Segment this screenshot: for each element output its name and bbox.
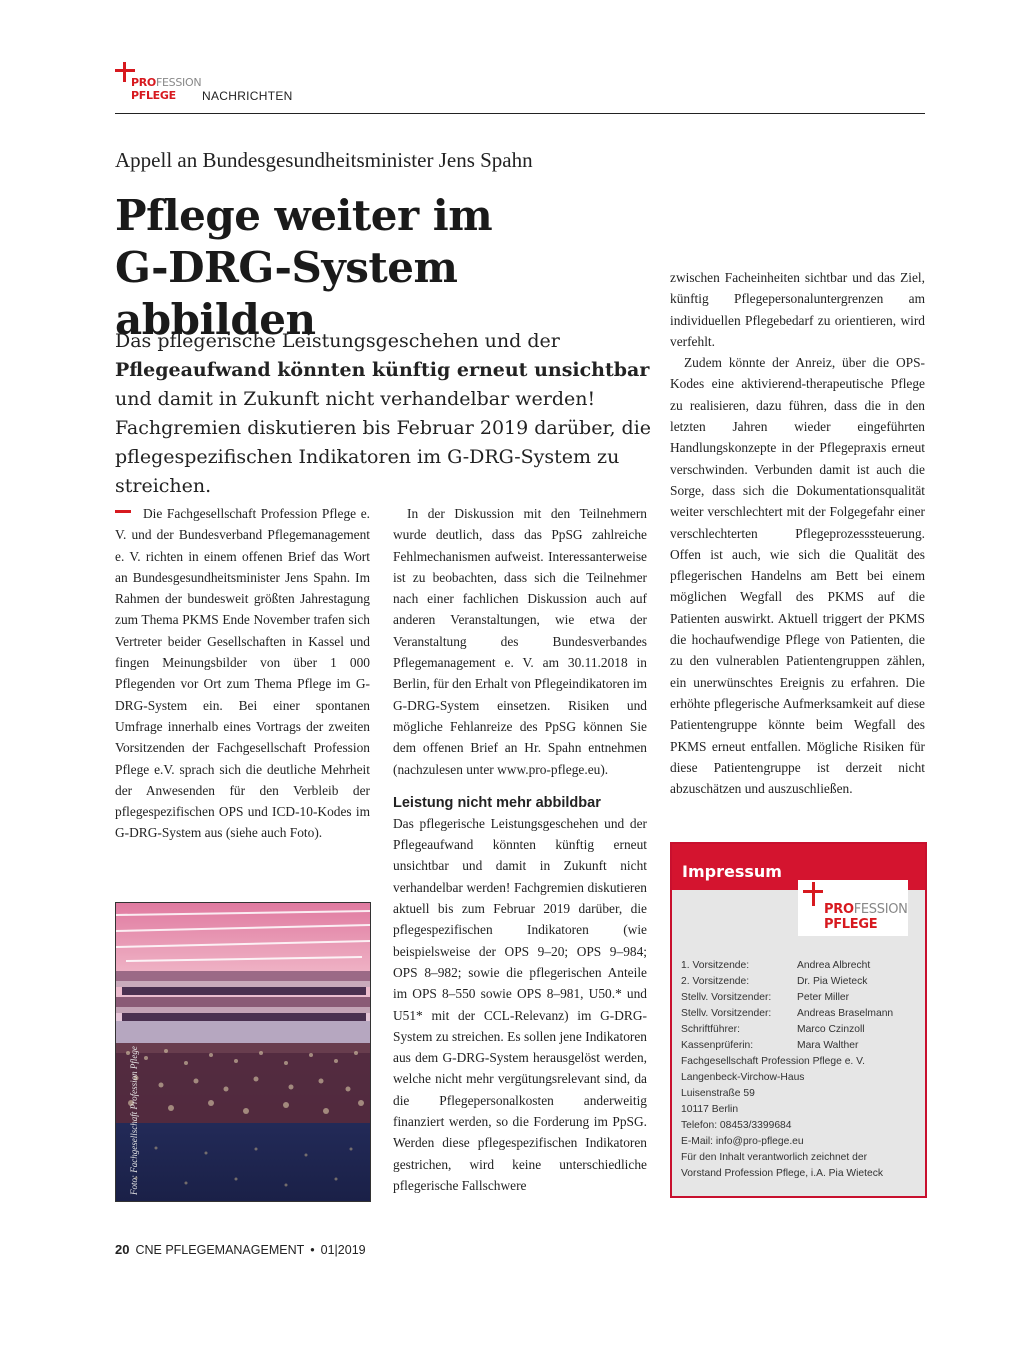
issue-number: 01|2019 bbox=[320, 1243, 366, 1257]
impressum-role: 1. Vorsitzende: Andrea Albrecht bbox=[681, 960, 871, 971]
photo-credit: Foto: Fachgesellschaft Profession Pflege bbox=[129, 1046, 139, 1195]
page-footer bbox=[115, 1242, 366, 1257]
impressum-house: Langenbeck-Virchow-Haus bbox=[681, 1072, 805, 1083]
impressum-box bbox=[670, 842, 927, 1198]
impressum-details bbox=[681, 958, 921, 1182]
impressum-responsible: Vorstand Profession Pflege, i.A. Pia Wieteck bbox=[681, 1168, 884, 1179]
impressum-org: Fachgesellschaft Profession Pflege e. V. bbox=[681, 1056, 865, 1067]
article-column-2: In der Diskussion mit den Teilnehmern wurde deutlich, dass das PpSG zahlreiche Fehlmechanismen aufweist. Interessanterweise ist zu beobachten, dass sich die Teilnehmer nach einer fachlichen Diskussion auch auf anderen Veranstaltungen, wie etwa der Veranstaltung des Bundesverbandes Pflegemanagement e. V. am 30.11.2018 in Berlin, für den Erhalt von Pflegeindikatoren im G-DRG-System einsetzen. Risiken und mögliche Fehlanreize des PpSG können Sie dem offenen Brief an Hr. Spahn entnehmen (nachzulesen unter www.pro-pflege.eu). Leistung nicht mehr abbildbar Das pflegerische Leistungsgeschehen und der Pflegeaufwand könnten künftig erneut unsichtbar und damit in Zukunft nicht verhandelbar werden! Fachgremien diskutieren aktuell bis zum Februar 2019 darüber, die pflegespezifischen Indikatoren (wie beispielsweise der OPS 9–20; OPS 9–984; OPS 8–982; sowie die pflegerischen Anteile im OPS 8–550 sowie OPS 8–981, U50.* und U51* mit der CCL-Relevanz) im G-DRG-System zu streichen. Es sollen jene Indikatoren aus dem G-DRG-System herausgelöst werden, welche nicht mehr vergütungsrelevant sind, da die Pflegepersonalkosten anderweitig finanziert werden, so die Forderung im PpSG. Werden diese pflegespezifischen Indikatoren gestrichen, wird keine unterschiedliche pflegerische Fallschwere bbox=[393, 506, 647, 1193]
impressum-role: Stellv. Vorsitzender: Peter Miller bbox=[681, 992, 850, 1003]
subheading: Leistung nicht mehr abbildbar bbox=[393, 794, 601, 811]
impressum-title: Impressum bbox=[682, 862, 782, 881]
impressum-street: Luisenstraße 59 bbox=[681, 1088, 755, 1099]
article-title: Pflege weiter im G-DRG-System abbilden bbox=[115, 191, 493, 344]
impressum-role: Kassenprüferin: Mara Walther bbox=[681, 1040, 859, 1051]
separator-bullet: • bbox=[310, 1243, 315, 1257]
impressum-email: E-Mail: info@pro-pflege.eu bbox=[681, 1136, 804, 1147]
section-label: NACHRICHTEN bbox=[202, 89, 293, 103]
impressum-role: 2. Vorsitzende: Dr. Pia Wieteck bbox=[681, 976, 868, 987]
journal-name: CNE PFLEGEMANAGEMENT bbox=[135, 1243, 305, 1257]
page-number: 20 bbox=[115, 1242, 130, 1257]
impressum-city: 10117 Berlin bbox=[681, 1104, 739, 1115]
paragraph-start-dash bbox=[115, 510, 131, 513]
impressum-phone: Telefon: 08453/3399684 bbox=[681, 1120, 792, 1131]
article-kicker: Appell an Bundesgesundheitsminister Jens Spahn bbox=[115, 148, 533, 172]
profession-pflege-logo: PROFESSION PFLEGE bbox=[115, 62, 195, 104]
impressum-responsible: Für den Inhalt verantworlich zeichnet der bbox=[681, 1152, 868, 1163]
profession-pflege-logo-large: PROFESSION PFLEGE bbox=[798, 880, 908, 936]
conference-photo bbox=[115, 902, 371, 1202]
article-lead: Das pflegerische Leistungsgeschehen und der Pflegeaufwand könnten künftig erneut unsichtbar und damit in Zukunft nicht verhandelbar werden! Fachgremien diskutieren bis Februar 2019 darüber, die pflegespezifischen Indikatoren im G-DRG-System zu streichen. bbox=[115, 330, 652, 497]
article-column-1: Die Fachgesellschaft Profession Pflege e. V. und der Bundesverband Pflegemanagement e. V. richten in einem offenen Brief das Wort an Bundesgesundheitsminister Jens Spahn. Im Rahmen der bundesweit größten Jahrestagung zum Thema PKMS Ende November trafen sich Vertreter beider Gesellschaften in Kassel und fingen Meinungsbilder von über 1 000 Pflegenden vor Ort zum Thema Pflege im G-DRG-System ein. Bei einer spontanen Umfrage innerhalb eines Vortrags der zweiten Vorsitzenden der Fachgesellschaft Profession Pflege e.V. sprach sich die deutliche Mehrheit der Anwesenden für den Verbleib der pflegespezifischen OPS und ICD-10-Kodes im G-DRG-System aus (siehe auch Foto). bbox=[115, 506, 370, 841]
article-column-3: zwischen Facheinheiten sichtbar und das Ziel, künftig Pflegepersonaluntergrenzen am individuellen Pflegebedarf zu orientieren, wird verfehlt. Zudem könnte der Anreiz, über die OPS-Kodes eine aktivierend-therapeutische Pflege zu realisieren, dazu führen, dass die in den letzten Jahren wieder eingeführten Handlungskonzepte in der Pflegepraxis erneut verschwinden. Verbunden damit ist auch die Sorge, dass sich die Dokumentationsqualität weiter verschlechtert mit der Folgegefahr einer verschlechterten Pflegeprozesssteuerung. Offen ist auch, wie sich die Qualität des pflegerischen Handelns am Bett bei einem möglichen Wegfall des PKMS auf die Patienten auswirkt. Aktuell triggert der PKMS die hochaufwendige Pflege von Patienten, die zu den vulnerablen Patientengruppen zählen, ein unerwünschtes Ereignis zu erfahren. Die erhöhte pflegerische Aufmerksamkeit auf diese Patientengruppe könnte beim Wegfall des PKMS erneut entfallen. Mögliche Risiken für diese Patientengruppe ist derzeit nicht abzuschätzen und auszuschließen. bbox=[670, 270, 925, 797]
impressum-role: Schriftführer: Marco Czinzoll bbox=[681, 1024, 865, 1035]
page-header bbox=[115, 62, 925, 114]
impressum-role: Stellv. Vorsitzender: Andreas Braselmann bbox=[681, 1008, 894, 1019]
